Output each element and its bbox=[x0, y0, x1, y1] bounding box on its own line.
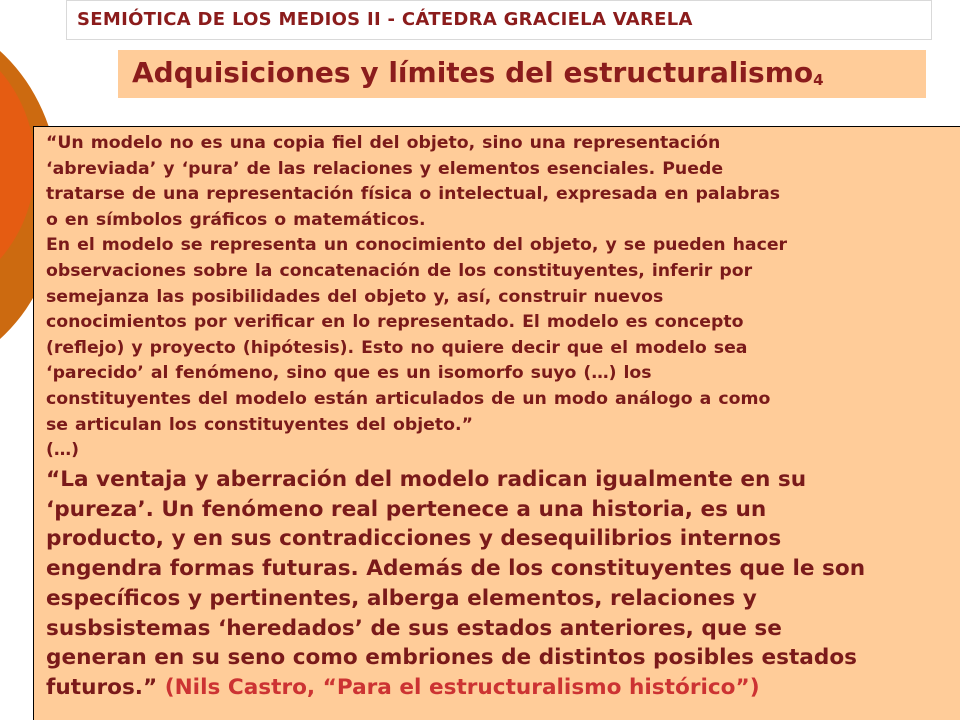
quote-2-line: susbsistemas ‘heredados’ de sus estados anteriores, que se bbox=[46, 615, 782, 641]
slide-title-box bbox=[118, 50, 926, 98]
quote-1-line: o en símbolos gráficos o matemáticos. bbox=[46, 209, 426, 230]
quote-1-line: ‘parecido’ al fenómeno, sino que es un isomorfo suyo (…) los bbox=[46, 363, 652, 384]
quote-1-line: (reflejo) y proyecto (hipótesis). Esto no quiere decir que el modelo sea bbox=[46, 337, 748, 358]
quote-paragraph-2 bbox=[46, 465, 956, 703]
quote-1-line: tratarse de una representación física o intelectual, expresada en palabras bbox=[46, 184, 781, 205]
quote-2-line: generan en su seno como embriones de distintos posibles estados bbox=[46, 645, 858, 671]
quote-1-line: En el modelo se representa un conocimiento del objeto, y se pueden hacer bbox=[46, 235, 788, 256]
course-header bbox=[66, 0, 932, 40]
quote-2-line: “La ventaja y aberración del modelo radican igualmente en su bbox=[46, 467, 807, 492]
quote-1-line: conocimientos por verificar en lo representado. El modelo es concepto bbox=[46, 312, 744, 333]
course-header-title: SEMIÓTICA DE LOS MEDIOS II - CÁTEDRA GRACIELA VARELA bbox=[77, 9, 693, 30]
slide-title bbox=[132, 56, 824, 89]
quote-2-last-line bbox=[46, 673, 956, 703]
quote-panel bbox=[33, 126, 960, 720]
quote-1-line: observaciones sobre la concatenación de los constituyentes, inferir por bbox=[46, 260, 753, 281]
quote-2-line: engendra formas futuras. Además de los constituyentes que le son bbox=[46, 556, 866, 582]
quote-1-line: semejanza las posibilidades del objeto y, así, construir nuevos bbox=[46, 286, 664, 307]
quote-paragraph-1 bbox=[46, 131, 952, 464]
slide-title-subscript: 4 bbox=[813, 71, 824, 89]
quote-2-end: futuros.” bbox=[46, 674, 158, 700]
quote-1-line: constituyentes del modelo están articulados de un modo análogo a como bbox=[46, 388, 771, 409]
quote-citation: (Nils Castro, “Para el estructuralismo histórico”) bbox=[164, 674, 760, 700]
quote-1-ellipsis: (…) bbox=[46, 440, 80, 461]
quote-2-line: producto, y en sus contradicciones y desequilibrios internos bbox=[46, 526, 782, 552]
slide-title-text: Adquisiciones y límites del estructuralismo bbox=[132, 56, 814, 89]
quote-1-line: ‘abreviada’ y ‘pura’ de las relaciones y elementos esenciales. Puede bbox=[46, 158, 724, 179]
quote-2-line: específicos y pertinentes, alberga elementos, relaciones y bbox=[46, 585, 757, 611]
quote-1-line: se articulan los constituyentes del objeto.” bbox=[46, 414, 473, 435]
quote-1-line: “Un modelo no es una copia fiel del objeto, sino una representación bbox=[46, 133, 721, 153]
quote-2-line: ‘pureza’. Un fenómeno real pertenece a una historia, es un bbox=[46, 496, 767, 522]
